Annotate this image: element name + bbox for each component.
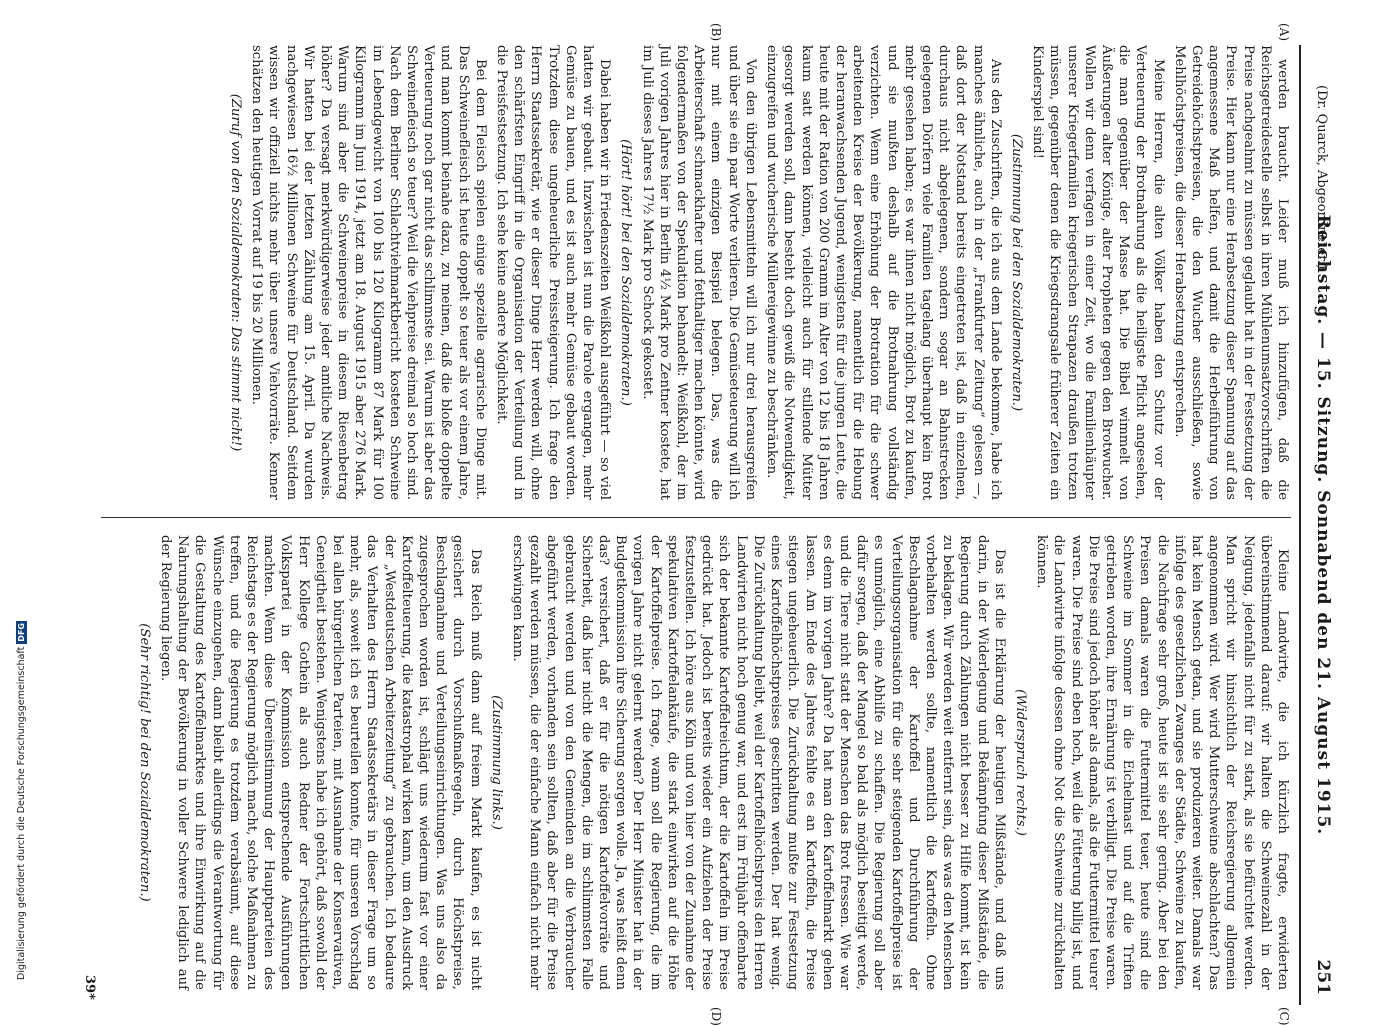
header-rule [1299, 45, 1301, 1005]
interjection: (Zustimmung links.) [488, 695, 504, 830]
margin-marker-a: (A) [1277, 23, 1291, 42]
interjection: (Hört! hört! bei den Sozialdemokraten.) [618, 139, 634, 406]
paragraph: werden braucht. Leider muß ich hinzufügen, daß die Reichsgetreidestelle selbst in ihren Mühlenumsatzvorschriften die Preise nachgeahmt zu müssen geglaubt hat in der Festsetzung der Preise. Hier kann nur eine Herabsetzung dieser Spannung auf das angemessene Maß helfen, und damit die Herbeiführung von Getreidehöchstpreisen, die den Wucher ausschließen, sowie Mehlhöchstpreisen, die dieser Herabsetzung entsprechen. [1171, 45, 1290, 500]
digitization-credit [16, 621, 27, 980]
signature-number: 39* [82, 975, 97, 1000]
paragraph: Das ist die Erklärung der heutigen Mißstände, und daß uns darin, in der Widerlegung und Bekämpfung dieser Mißstände, die Regierung durch Zählungen nicht besser zu Hilfe kommt, ist kein zu beklagen. Wir werden weit entfernt sein, das was den Menschen vorbehalten werden sollte, namentlich die Kartoffeln. Ohne Beschlagnahme der Kartoffel und Durchführung der Verteilungsorganisation für die sehr steigenden Kartoffelpreise ist es unmöglich, eine Abhilfe zu schaffen. Die Regierung soll aber dafür sorgen, daß der Mangel so bald als möglich beseitigt werde, und die Tiere nicht statt der Menschen das Brot fressen. Wie war es denn im vorigen Jahre? Da hat man den Kartoffelmarkt gehen lassen. Am Ende des Jahres fehlte es an Kartoffeln, die Preise stiegen ungeheuerlich. Die Zurückhaltung mußte zur Festsetzung eines Kartoffelhöchstpreises geschritten werden. Der hat wenig. Die Zurückhaltung bleibt, weil der Kartoffelhöchstpreis den Herren Landwirten nicht hoch genug war, und erst im Frühjahr offenbarte sich der bekannte Kartoffelreichtum, der die Kartoffeln im Preise gedrückt hat. Jedoch ist bereits wieder ein Aufziehen der Preise festzustellen. Ich höre aus Köln und von hier von der Zunahme der spekulativen Kartoffelankäufe, die stark einwirken auf die Höhe der Kartoffelpreise. Ich frage, wann soll die Regierung, die im vorigen Jahre nicht gelernt werden? Der Herr Minister hat in der Budgetkommission ihre Sicherung sorgen wolle. Ja, was heißt denn das? versichert, daß er für die nötigen Kartoffelvorräte und Sicherheit, daß hier nicht die Mengen, die im schlimmsten Falle gebraucht werden und von den Gemeinden an die Verbraucher abgeführt werden, vorhanden sein sollten, daß aber für die Preise gezahlt werden müssen, die der einfache Mann einfach nicht mehr erschwingen kann. [510, 535, 1007, 990]
margin-marker-b: (B) [709, 23, 723, 42]
left-column [91, 45, 1291, 500]
running-title: Reichstag. — 15. Sitzung. Sonnabend den 21. August 1915. [1313, 214, 1333, 836]
paragraph: Aus den Zuschriften, die ich aus dem Lande bekomme, habe ich manches ähnliche, auch in der „Frankfurter Zeitung“ gelesen —, daß dort der Notstand bereits eingetreten ist, daß in einzelnen, durchaus nicht abgelegenen, sondern sogar an Bahnstrecken gelegenen Dörfern viele Familien tagelang überhaupt kein Brot mehr gesehen haben; es war ihnen nicht möglich, Brot zu kaufen, und sie mußten deshalb auf die Brotnahrung vollständig verzichten. Wenn eine Erhöhung der Brotration für die schwer arbeitenden Kreise der Bevölkerung, namentlich für die Hebung der heranwachsenden Jugend, wenigstens für die jungen Leute, die heute mit der Ration von 200 Gramm im Alter von 12 bis 18 Jahren kaum satt werden können, vielleicht auch für stillende Mütter gesorgt werden soll, dann besteht doch gewiß die Notwendigkeit, einzugreifen und wucherische Müllereigewinne zu beschränken. [764, 45, 1003, 500]
credit-text: Digitalisierung gefördert durch die Deutsche Forschungsgemeinschaft [16, 646, 27, 980]
rotated-page-content [65, 23, 1335, 1026]
dfg-logo: DFG [17, 623, 26, 642]
paragraph: Kleine Landwirte, die ich kürzlich fragte, erwiderten übereinstimmend darauf: wir halten die Schweinezahl in der Neigung, jedenfalls nicht für zu stark, als sie befürchtet werden. Man spricht wir hinsichtlich der Reichsregierung allgemein angenommen wird. Wer wird Mutterschweine abschlachten? Das hat kein Mensch getan, und sie produzieren weiter. Damals war infolge des gesetzlichen Zwanges der Städte, Schweine zu kaufen, die Nachfrage sehr groß, heute ist sie sehr gering. Aber bei den Preisen damals waren die Futtermittel teuer, heute sind die Schweine im Sommer in die Eichelmast und auf die Triften getrieben worden, ihre Ernährung ist verbilligt. Die Preise waren. Die Preise sind jedoch höher als damals, als die Futtermittel teurer waren. Die Preise sind eben hoch, weil die Fütterung billig ist, und die Landwirte infolge dessen ohne Not die Schweine zurückhalten können. [1034, 535, 1290, 990]
speaker-note: (Dr. Quarck, Abgeordneter.) [1314, 85, 1329, 270]
paragraph: Dabei haben wir in Friedenszeiten Weißkohl ausgeführt — so viel hatten wir gebaut. Inzwischen ist nun die Parole ergangen, mehr Gemüse zu bauen, und es ist auch mehr Gemüse gebaut worden. Trotzdem diese ungeheuerliche Preissteigerung. Ich frage den Herrn Staatssekretär, wie er dieser Dinge Herr werden will, ohne den schärfsten Eingriff in die Organisation der Verteilung und in die Preisfestsetzung. Ich sehe keine andere Möglichkeit. [494, 45, 613, 500]
interjection: (Widerspruch rechts.) [1012, 689, 1028, 836]
paragraph: Meine Herren, die alten Völker haben den Schutz vor der Verteuerung der Brotnahrung als die heiligste Pflicht angesehen, die man gegenüber der Masse hat. Die Bibel wimmelt von Äußerungen alter Könige, alter Propheten gegen den Brotwucher. Wollen wir denn verfagen in einer Zeit, wo die Familienhäupter unserer Kriegerfamilien kriegerischen Strapazen draußen trotzen müssen, gegenüber denen die Kriegsdrangsale früherer Zeiten ein Kinderspiel sind! [1030, 45, 1166, 500]
page-header [1301, 45, 1335, 1005]
column-divider [101, 517, 1291, 518]
interjection: (Zustimmung bei den Sozialdemokraten.) [1008, 133, 1024, 412]
interjection: (Zuruf von den Sozialdemokraten: Das stimmt nicht!) [228, 93, 244, 452]
paragraph: Bei dem Fleisch spielen einige spezielle agrarische Dinge mit. Das Schweinefleisch ist heute doppelt so teuer als vor einem Jahre, und man kommt beinahe dazu, zu meinen, daß die bloße doppelte Verteuerung noch gar nicht das schlimmste sei. Warum ist aber das Schweinefleisch so teuer? Weil die Viehpreise dreimal so hoch sind. Nach dem Berliner Schlachtviehmarktbericht kosteten Schweine im Lebendgewicht von 100 bis 120 Kilogramm 87 Mark für 100 Kilogramm im Juni 1914, jetzt am 18. August 1915 aber 276 Mark. Warum sind aber die Schweinepreise in diesem Riesenbetrag höher? Da versagt merkwürdigerweise jeder amtliche Nachweis. Wir hatten bei der letzten Zählung am 15. April. Da wurden nachgewiesen 16½ Millionen Schweine für Deutschland. Seitdem wissen wir offiziell nichts mehr über unsere Viehvorräte. Kenner schätzen den heutigen Vorrat auf 19 bis 20 Millionen. [249, 45, 488, 500]
paragraph: Das Reich muß dann auf freiem Markt kaufen, es ist nicht gesichert durch Vorschußmaßregeln, durch Höchstpreise, Beschlagnahme und Verteilungseinrichtungen. Was uns also da zugesprochen worden ist, schlägt uns wiederum fast vor einer Kartoffelteuerung, die katastrophal wirken kann, um den Ausdruck der „Westdeutschen Arbeiterzeitung“ zu gebrauchen. Ich bedaure das Verhalten des Herrn Staatssekretärs in dieser Frage um so mehr, als, soweit ich es beurteilen konnte, für unseren Vorschlag bei allen bürgerlichen Parteien, mit Ausnahme der Konservativen, Geneigtheit bestehen. Wenigstens habe ich gehört, daß sowohl der Herr Kollege Gothein als auch Redner der Fortschrittlichen Volkspartei in der Kommission entsprechende Ausführungen machten. Wenn diese Übereinstimmung der Hauptparteien des Reichstags es der Regierung möglich macht, solche Maßnahmen zu treffen, und die Regierung es trotzdem verabsäumt, auf diese Wünsche einzugehen, dann bleibt allerdings die Verantwortung für die Gestaltung des Kartoffelmarktes und ihre Einwirkung auf die Nahrungshaltung der Bevölkerung in voller Schwere lediglich auf der Regierung liegen. [158, 535, 483, 990]
margin-marker-c: (C) [1277, 1007, 1291, 1026]
right-column [91, 535, 1291, 990]
interjection: (Sehr richtig! bei den Sozialdemokraten.) [136, 623, 152, 902]
page-number: 251 [1313, 959, 1333, 995]
margin-marker-d: (D) [709, 1007, 723, 1026]
paragraph: Von den übrigen Lebensmitteln will ich nur drei herausgreifen und über sie ein paar Worte verlieren. Die Gemüseteuerung will ich nur mit einem einzigen Beispiel belegen. Das, was die Arbeiterschaft schmackhafter und fetthaltiger machen könnte, wird folgendermaßen von der Spekulation behandelt: Weißkohl, der im Juli vorigen Jahres hier in Berlin 4½ Mark pro Zentner kostete, hat im Juli dieses Jahres 17½ Mark pro Schock gekostet. [639, 45, 758, 500]
